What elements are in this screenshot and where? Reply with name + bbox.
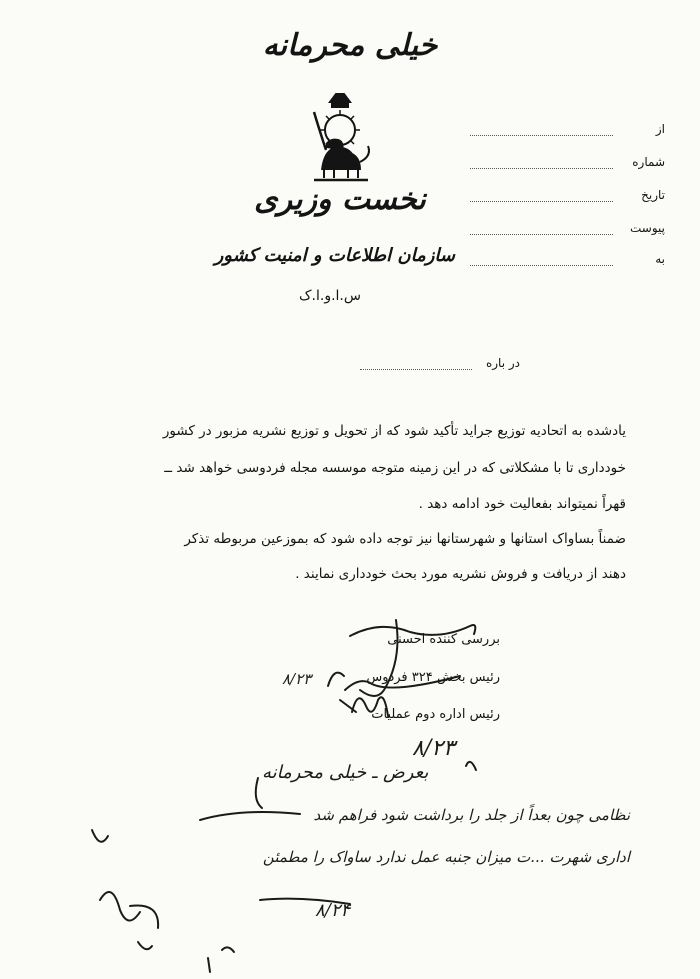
meta-dotted-line bbox=[470, 168, 613, 169]
meta-row-attachment bbox=[470, 221, 665, 241]
meta-row-date bbox=[470, 188, 665, 208]
office-title: نخست وزیری bbox=[254, 182, 426, 217]
meta-dotted-line bbox=[470, 265, 613, 266]
lion-and-sun-emblem-icon bbox=[300, 92, 380, 184]
subject-row bbox=[360, 356, 520, 376]
meta-row-from bbox=[470, 122, 665, 142]
handwritten-note-line: اداری شهرت ...ت میزان جنبه عمل ندارد ساواک را مطمئن bbox=[262, 848, 630, 866]
body-line: دهند از دریافت و فروش نشریه مورد بحث خودداری نمایند . bbox=[295, 566, 626, 582]
subject-label: در باره bbox=[485, 356, 520, 370]
meta-label-from: از bbox=[655, 122, 665, 136]
body-line: یادشده به اتحادیه توزیع جراید تأکید شود که از تحویل و توزیع نشریه مزبور در کشور bbox=[162, 423, 626, 439]
body-line: قهراً نمیتواند بفعالیت خود ادامه دهد . bbox=[418, 496, 626, 512]
subject-dotted-line bbox=[360, 369, 472, 370]
meta-label-date: تاریخ bbox=[641, 188, 665, 202]
handwritten-date: ۸/۲۴ bbox=[315, 900, 351, 921]
meta-dotted-line bbox=[470, 234, 613, 235]
meta-dotted-line bbox=[470, 201, 613, 202]
body-line: ضمناً بساواک استانها و شهرستانها نیز توجه داده شود که بموزعین مربوطه تذکر bbox=[184, 531, 626, 547]
handwritten-stamp-line: بعرض ـ خیلی محرمانه bbox=[262, 762, 429, 783]
agency-code: س.ا.و.ا.ک bbox=[299, 288, 361, 304]
section-chief-signature-line: رئیس بخش ۳۲۴ فردوس bbox=[366, 670, 500, 685]
classification-heading: خیلی محرمانه bbox=[262, 28, 438, 63]
signature-date: ۸/۲۳ bbox=[412, 736, 455, 761]
dept-chief-signature-line: رئیس اداره دوم عملیات bbox=[371, 707, 500, 722]
meta-dotted-line bbox=[470, 135, 613, 136]
meta-row-to bbox=[470, 252, 665, 272]
meta-label-number: شماره bbox=[632, 155, 665, 169]
signature-date: ۸/۲۳ bbox=[282, 670, 312, 688]
agency-name: سازمان اطلاعات و امنیت کشور bbox=[214, 245, 455, 266]
meta-label-to: به bbox=[655, 252, 665, 266]
handwritten-note-line: نظامی چون بعداً از جلد را برداشت شود فراهم شد bbox=[313, 806, 630, 824]
meta-label-attachment: پیوست bbox=[630, 221, 665, 235]
body-line: خودداری تا با مشکلاتی که در این زمینه متوجه موسسه مجله فردوسی خواهد شد ــ bbox=[164, 460, 626, 476]
meta-row-number bbox=[470, 155, 665, 175]
reviewer-signature-line: بررسی کننده احسنی bbox=[387, 632, 500, 647]
